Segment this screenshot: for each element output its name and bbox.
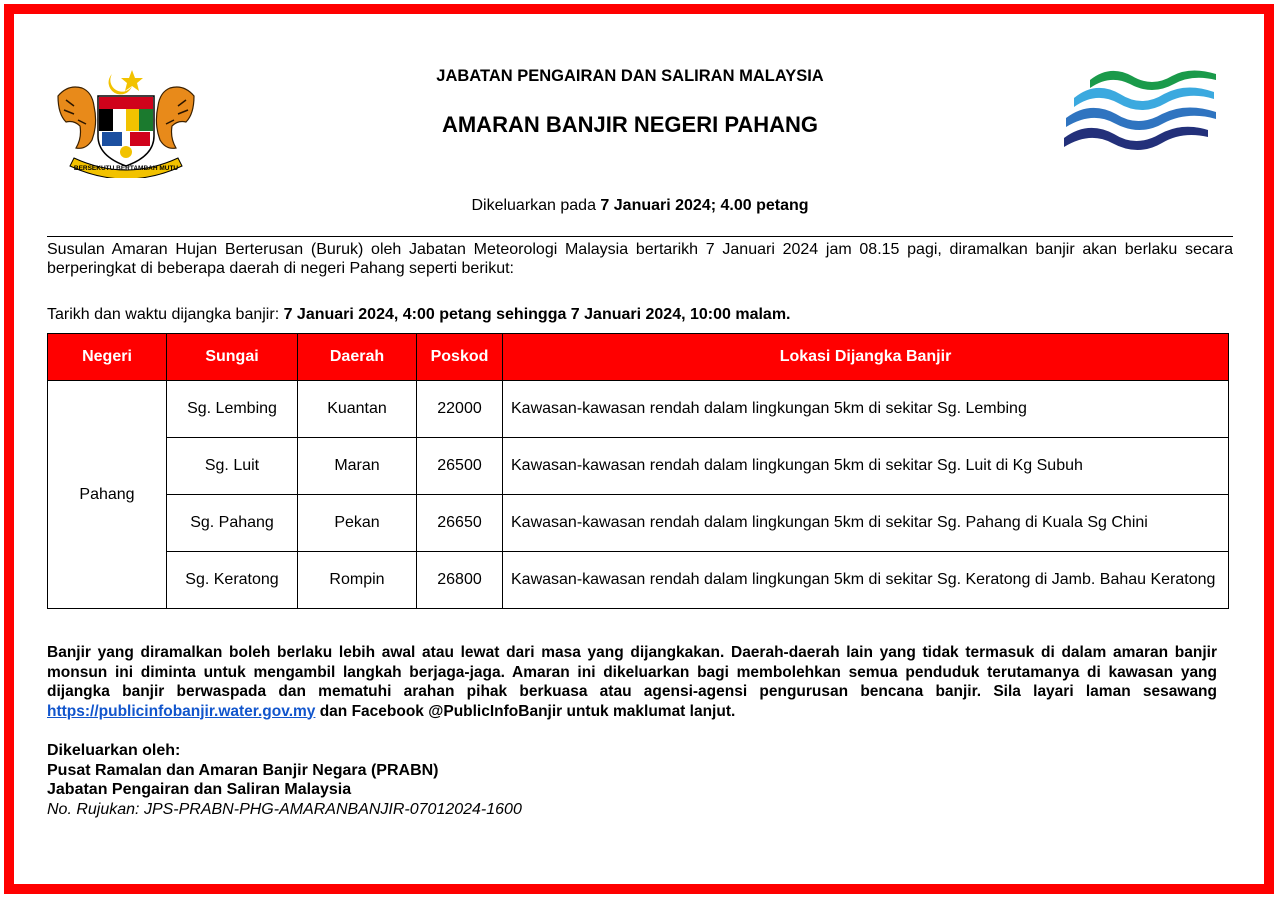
river-cell: Sg. Lembing xyxy=(167,381,298,438)
flood-warning-table xyxy=(47,333,1229,609)
notice-text: Banjir yang diramalkan boleh berlaku lebih awal atau lewat dari masa yang dijangkakan. Daerah-daerah lain yang tidak termasuk di dalam amaran banjir monsun ini diminta untuk mengambil langkah berjaga-jaga. Amaran ini dikeluarkan bagi membolehkan semua penduduk terutamanya di kawasan yang dijangka banjir berwaspada dan mematuhi arahan pihak berkuasa atau agensi-agensi pengurusan bencana banjir. Sila layari laman sesawang xyxy=(47,644,1217,700)
issued-prefix: Dikeluarkan pada xyxy=(471,197,601,214)
location-cell: Kawasan-kawasan rendah dalam lingkungan 5km di sekitar Sg. Luit di Kg Subuh xyxy=(503,438,1229,495)
header-negeri: Negeri xyxy=(48,334,167,381)
intro-paragraph: Susulan Amaran Hujan Berterusan (Buruk) oleh Jabatan Meteorologi Malaysia bertarikh 7 Januari 2024 jam 08.15 pagi, diramalkan banjir akan berlaku secara berperingkat di beberapa daerah di negeri Pahang seperti berikut: xyxy=(47,241,1233,277)
issuer-block xyxy=(47,741,747,819)
svg-text:BERSEKUTU BERTAMBAH MUTU: BERSEKUTU BERTAMBAH MUTU xyxy=(73,165,179,172)
location-cell: Kawasan-kawasan rendah dalam lingkungan 5km di sekitar Sg. Keratong di Jamb. Bahau Keratong xyxy=(503,552,1229,609)
district-cell: Kuantan xyxy=(298,381,417,438)
issued-datetime: 7 Januari 2024; 4.00 petang xyxy=(600,197,809,214)
document-title: AMARAN BANJIR NEGERI PAHANG xyxy=(441,112,819,137)
district-cell: Maran xyxy=(298,438,417,495)
river-cell: Sg. Pahang xyxy=(167,495,298,552)
issued-datetime-line xyxy=(330,197,950,215)
state-cell: Pahang xyxy=(48,381,167,609)
malaysia-coat-of-arms-logo xyxy=(52,66,200,178)
publicinfobanjir-link[interactable]: https://publicinfobanjir.water.gov.my xyxy=(47,702,316,720)
period-value: 7 Januari 2024, 4:00 petang sehingga 7 Januari 2024, 10:00 malam. xyxy=(283,306,791,323)
table-row xyxy=(48,381,1229,438)
issuer-line-1: Pusat Ramalan dan Amaran Banjir Negara (PRABN) xyxy=(47,761,439,779)
period-prefix: Tarikh dan waktu dijangka banjir: xyxy=(47,306,284,323)
notice-suffix: dan Facebook @PublicInfoBanjir untuk maklumat lanjut. xyxy=(315,702,736,720)
org-name: JABATAN PENGAIRAN DAN SALIRAN MALAYSIA xyxy=(436,67,824,85)
reference-number: No. Rujukan: JPS-PRABN-PHG-AMARANBANJIR-07012024-1600 xyxy=(47,800,522,818)
location-cell: Kawasan-kawasan rendah dalam lingkungan 5km di sekitar Sg. Pahang di Kuala Sg Chini xyxy=(503,495,1229,552)
table-row xyxy=(48,552,1229,609)
flood-period-line xyxy=(47,306,1233,324)
header-lokasi: Lokasi Dijangka Banjir xyxy=(503,334,1229,381)
postcode-cell: 26500 xyxy=(417,438,503,495)
postcode-cell: 26650 xyxy=(417,495,503,552)
river-cell: Sg. Luit xyxy=(167,438,298,495)
issued-by-label: Dikeluarkan oleh: xyxy=(47,742,181,759)
postcode-cell: 26800 xyxy=(417,552,503,609)
table-row xyxy=(48,495,1229,552)
divider xyxy=(47,236,1233,237)
issuer-line-2: Jabatan Pengairan dan Saliran Malaysia xyxy=(47,781,352,798)
table-row xyxy=(48,438,1229,495)
header-poskod: Poskod xyxy=(417,334,503,381)
location-cell: Kawasan-kawasan rendah dalam lingkungan 5km di sekitar Sg. Lembing xyxy=(503,381,1229,438)
jps-wave-logo xyxy=(1060,62,1222,150)
river-cell: Sg. Keratong xyxy=(167,552,298,609)
postcode-cell: 22000 xyxy=(417,381,503,438)
table-header-row xyxy=(48,334,1229,381)
district-cell: Pekan xyxy=(298,495,417,552)
header-daerah: Daerah xyxy=(298,334,417,381)
header-sungai: Sungai xyxy=(167,334,298,381)
district-cell: Rompin xyxy=(298,552,417,609)
notice-paragraph xyxy=(47,643,1217,721)
